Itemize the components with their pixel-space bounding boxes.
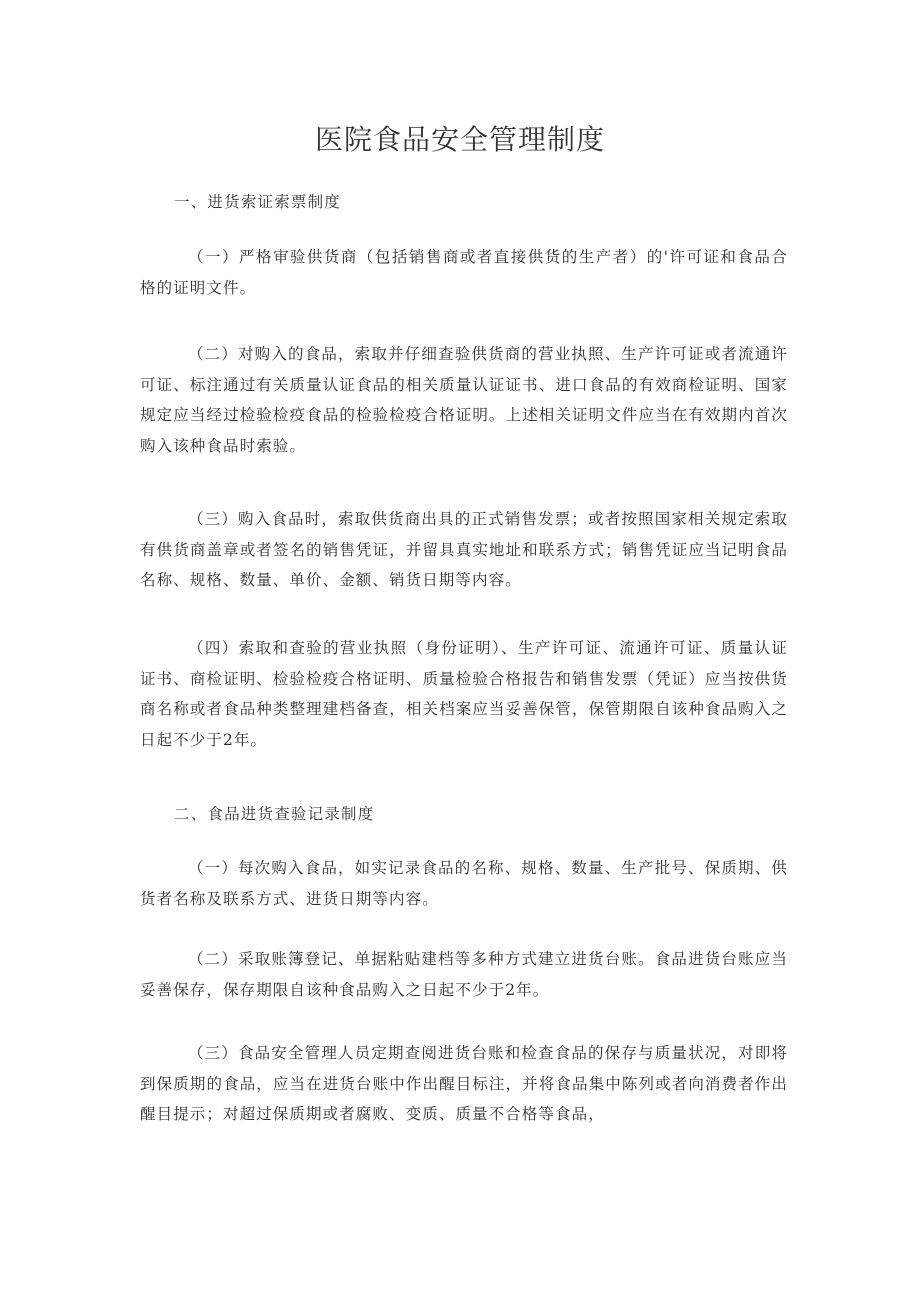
paragraph-1-2: （二）对购入的食品，索取并仔细查验供货商的营业执照、生产许可证或者流通许可证、标注通过有关质量认证食品的相关质量认证证书、进口食品的有效商检证明、国家规定应当经过检验检疫食品的检验检疫合格证明。上述相关证明文件应当在有效期内首次购入该种食品时索验。	[140, 345, 788, 455]
paragraph-2-3: （三）食品安全管理人员定期查阅进货台账和检查食品的保存与质量状况，对即将到保质期的食品，应当在进货台账中作出醒目标注，并将食品集中陈列或者向消费者作出醒目提示；对超过保质期或者腐败、变质、质量不合格等食品，	[140, 1044, 788, 1123]
paragraph-2-1: （一）每次购入食品，如实记录食品的名称、规格、数量、生产批号、保质期、供货者名称及联系方式、进货日期等内容。	[140, 859, 788, 908]
section-heading-1: 一、进货索证索票制度	[174, 193, 342, 211]
document-title: 医院食品安全管理制度	[314, 123, 605, 156]
paragraph-1-4: （四）索取和查验的营业执照（身份证明）、生产许可证、流通许可证、质量认证证书、商检证明、检验检疫合格证明、质量检验合格报告和销售发票（凭证）应当按供货商名称或者食品种类整理建档备查，相关档案应当妥善保管，保管期限自该种食品购入之日起不少于2年。	[140, 639, 788, 749]
paragraph-2-2: （二）采取账簿登记、单据粘贴建档等多种方式建立进货台账。食品进货台账应当妥善保存，保存期限自该种食品购入之日起不少于2年。	[140, 950, 788, 999]
paragraph-1-1: （一）严格审验供货商（包括销售商或者直接供货的生产者）的'许可证和食品合格的证明文件。	[140, 248, 788, 297]
section-heading-2: 二、食品进货查验记录制度	[174, 805, 375, 823]
paragraph-1-3: （三）购入食品时，索取供货商出具的正式销售发票；或者按照国家相关规定索取有供货商盖章或者签名的销售凭证，并留具真实地址和联系方式；销售凭证应当记明食品名称、规格、数量、单价、金额、销货日期等内容。	[140, 510, 788, 589]
